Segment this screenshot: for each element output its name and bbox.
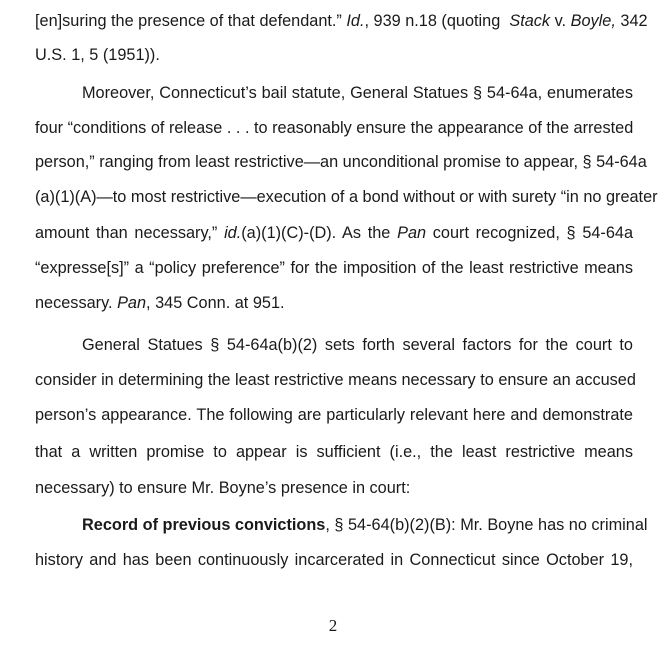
text-run: court recognized, § 54-64a bbox=[432, 224, 634, 242]
para2-line3: person,” ranging from least restrictive—an unconditional promise to appear, § 54-64a bbox=[35, 153, 647, 171]
text-run: , 939 n.18 (quoting bbox=[364, 12, 501, 30]
para1-line2: U.S. 1, 5 (1951)). bbox=[35, 46, 160, 64]
case-name-italic: Stack bbox=[509, 12, 551, 30]
page-number: 2 bbox=[328, 616, 338, 635]
text-run: amount than necessary,” bbox=[35, 224, 218, 242]
para1-line1 bbox=[35, 11, 648, 31]
para3-line2: consider in determining the least restrictive means necessary to ensure an accused bbox=[35, 371, 636, 389]
para2-line2: four “conditions of release . . . to reasonably ensure the appearance of the arrested bbox=[35, 119, 634, 137]
text-run: [en]suring the presence of that defendant.” bbox=[35, 12, 342, 30]
para3-line3: person’s appearance. The following are particularly relevant here and demonstrate bbox=[35, 406, 633, 424]
citation-italic: id. bbox=[224, 224, 242, 242]
citation-italic: Id. bbox=[346, 12, 365, 30]
para3-line5: necessary) to ensure Mr. Boyne’s presence in court: bbox=[35, 479, 411, 497]
case-name-italic: Pan bbox=[397, 224, 427, 242]
para3-line1: General Statues § 54-64a(b)(2) sets forth several factors for the court to bbox=[82, 336, 633, 354]
text-run: , 345 Conn. at 951. bbox=[146, 294, 285, 312]
text-run: 342 bbox=[620, 12, 648, 30]
text-run: (a)(1)(C)-(D). As the bbox=[241, 224, 391, 242]
para2-line5 bbox=[35, 223, 633, 243]
para3-line4: that a written promise to appear is sufficient (i.e., the least restrictive means bbox=[35, 443, 633, 461]
factor-heading: Record of previous convictions bbox=[82, 516, 326, 534]
text-run: v. bbox=[554, 12, 567, 30]
para4-line1 bbox=[82, 515, 648, 535]
case-name-italic: Pan bbox=[117, 294, 147, 312]
case-name-italic: Boyle, bbox=[570, 12, 616, 30]
text-run: , § 54-64(b)(2)(B): Mr. Boyne has no criminal bbox=[325, 516, 648, 534]
para2-line6: “expresse[s]” a “policy preference” for the imposition of the least restrictive means bbox=[35, 259, 633, 277]
para2-line1: Moreover, Connecticut’s bail statute, General Statues § 54-64a, enumerates bbox=[82, 84, 633, 102]
para2-line4: (a)(1)(A)—to most restrictive—execution of a bond without or with surety “in no greater bbox=[35, 188, 658, 206]
para4-line2: history and has been continuously incarcerated in Connecticut since October 19, bbox=[35, 551, 633, 569]
text-run: necessary. bbox=[35, 294, 113, 312]
para2-line7 bbox=[35, 293, 633, 313]
